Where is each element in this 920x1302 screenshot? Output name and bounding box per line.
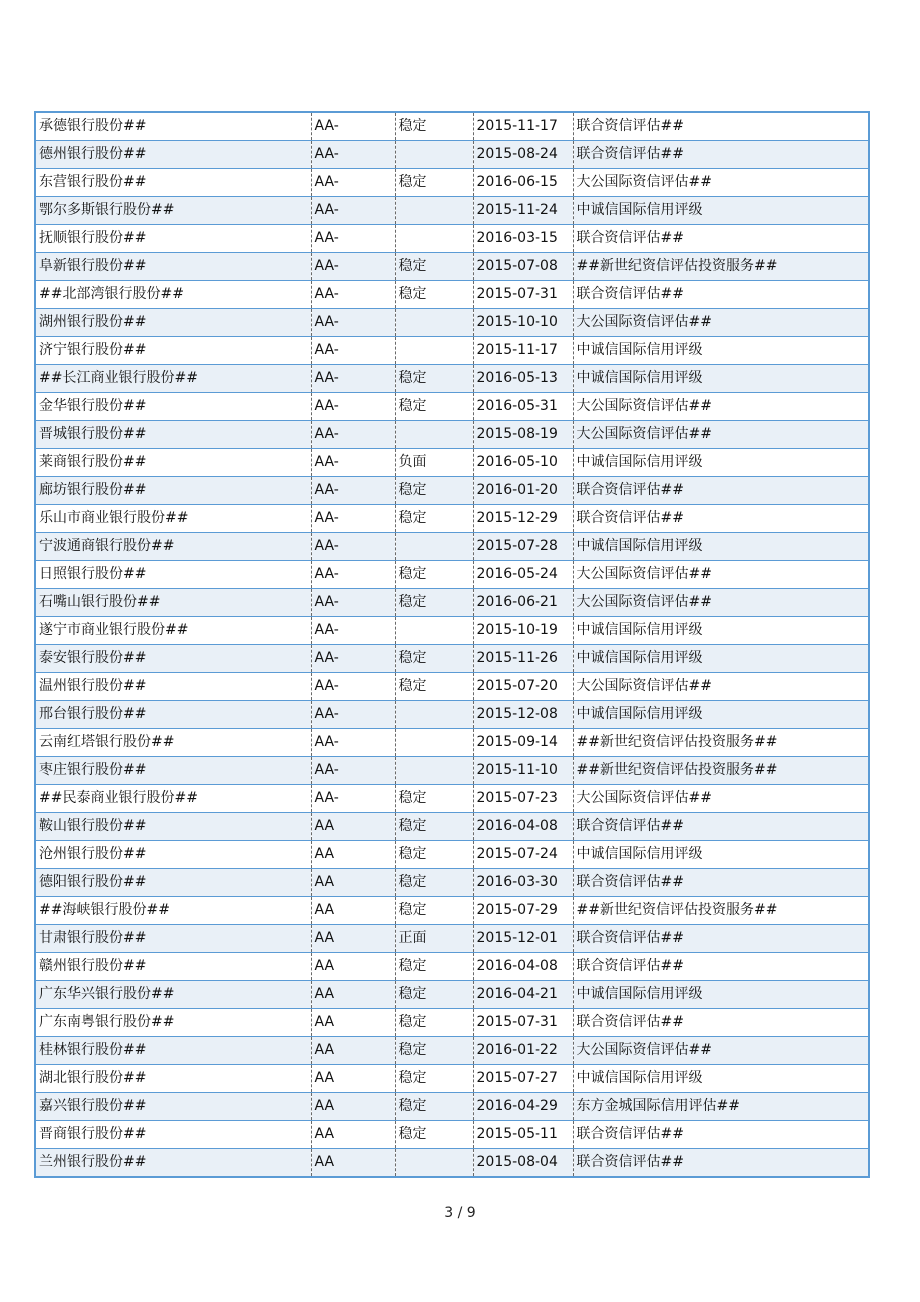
agency-cell: 中诚信国际信用评级 [573,841,869,869]
table-row [35,1121,869,1149]
date-cell: 2015-08-24 [473,141,573,169]
bank-name-cell: 邢台银行股份## [35,701,311,729]
date-cell: 2015-07-28 [473,533,573,561]
agency-cell: 中诚信国际信用评级 [573,533,869,561]
bank-name-cell: 泰安银行股份## [35,645,311,673]
ratings-table-body [35,112,869,1177]
bank-name-cell: ##北部湾银行股份## [35,281,311,309]
rating-cell: AA- [311,505,395,533]
outlook-cell: 稳定 [395,477,473,505]
agency-cell: 中诚信国际信用评级 [573,701,869,729]
agency-cell: 联合资信评估## [573,869,869,897]
agency-cell: 联合资信评估## [573,505,869,533]
agency-cell: 联合资信评估## [573,1009,869,1037]
date-cell: 2015-11-17 [473,337,573,365]
agency-cell: ##新世纪资信评估投资服务## [573,757,869,785]
date-cell: 2015-11-10 [473,757,573,785]
table-row [35,1149,869,1178]
rating-cell: AA- [311,617,395,645]
bank-name-cell: 抚顺银行股份## [35,225,311,253]
table-row [35,785,869,813]
bank-name-cell: 嘉兴银行股份## [35,1093,311,1121]
outlook-cell [395,141,473,169]
agency-cell: ##新世纪资信评估投资服务## [573,897,869,925]
table-row [35,421,869,449]
bank-name-cell: 桂林银行股份## [35,1037,311,1065]
table-row [35,197,869,225]
rating-cell: AA- [311,225,395,253]
date-cell: 2016-01-22 [473,1037,573,1065]
rating-cell: AA [311,1009,395,1037]
bank-name-cell: 阜新银行股份## [35,253,311,281]
table-row [35,617,869,645]
agency-cell: ##新世纪资信评估投资服务## [573,729,869,757]
outlook-cell: 稳定 [395,785,473,813]
outlook-cell: 稳定 [395,841,473,869]
bank-name-cell: 沧州银行股份## [35,841,311,869]
bank-name-cell: 湖州银行股份## [35,309,311,337]
table-row [35,981,869,1009]
agency-cell: 大公国际资信评估## [573,421,869,449]
date-cell: 2016-03-30 [473,869,573,897]
rating-cell: AA- [311,197,395,225]
date-cell: 2016-06-21 [473,589,573,617]
date-cell: 2016-04-29 [473,1093,573,1121]
bank-name-cell: ##长江商业银行股份## [35,365,311,393]
rating-cell: AA- [311,701,395,729]
rating-cell: AA [311,1149,395,1178]
date-cell: 2015-08-04 [473,1149,573,1178]
rating-cell: AA- [311,757,395,785]
agency-cell: 中诚信国际信用评级 [573,645,869,673]
date-cell: 2016-01-20 [473,477,573,505]
outlook-cell: 稳定 [395,561,473,589]
date-cell: 2016-05-10 [473,449,573,477]
agency-cell: 中诚信国际信用评级 [573,449,869,477]
bank-name-cell: 廊坊银行股份## [35,477,311,505]
bank-name-cell: 晋城银行股份## [35,421,311,449]
date-cell: 2015-09-14 [473,729,573,757]
rating-cell: AA- [311,729,395,757]
outlook-cell: 稳定 [395,112,473,141]
agency-cell: 联合资信评估## [573,477,869,505]
outlook-cell [395,1149,473,1178]
rating-cell: AA [311,813,395,841]
bank-name-cell: 乐山市商业银行股份## [35,505,311,533]
date-cell: 2016-05-13 [473,365,573,393]
agency-cell: 联合资信评估## [573,953,869,981]
bank-name-cell: 云南红塔银行股份## [35,729,311,757]
rating-cell: AA- [311,589,395,617]
bank-ratings-table [34,111,870,1178]
rating-cell: AA- [311,477,395,505]
outlook-cell [395,421,473,449]
table-row [35,841,869,869]
table-row [35,645,869,673]
bank-name-cell: 广东南粤银行股份## [35,1009,311,1037]
agency-cell: 大公国际资信评估## [573,169,869,197]
rating-cell: AA- [311,337,395,365]
table-row [35,393,869,421]
bank-name-cell: 承德银行股份## [35,112,311,141]
date-cell: 2015-07-23 [473,785,573,813]
agency-cell: ##新世纪资信评估投资服务## [573,253,869,281]
outlook-cell: 稳定 [395,1121,473,1149]
date-cell: 2016-04-08 [473,953,573,981]
agency-cell: 大公国际资信评估## [573,673,869,701]
date-cell: 2016-05-24 [473,561,573,589]
table-row [35,813,869,841]
rating-cell: AA- [311,281,395,309]
outlook-cell: 稳定 [395,281,473,309]
outlook-cell: 稳定 [395,169,473,197]
bank-name-cell: 鄂尔多斯银行股份## [35,197,311,225]
outlook-cell [395,617,473,645]
agency-cell: 中诚信国际信用评级 [573,337,869,365]
table-row [35,309,869,337]
outlook-cell [395,337,473,365]
outlook-cell: 稳定 [395,1093,473,1121]
date-cell: 2015-11-17 [473,112,573,141]
table-row [35,365,869,393]
rating-cell: AA [311,925,395,953]
date-cell: 2015-07-24 [473,841,573,869]
date-cell: 2015-07-20 [473,673,573,701]
table-row [35,169,869,197]
table-row [35,477,869,505]
rating-cell: AA- [311,169,395,197]
agency-cell: 联合资信评估## [573,225,869,253]
outlook-cell [395,729,473,757]
table-row [35,281,869,309]
date-cell: 2016-03-15 [473,225,573,253]
outlook-cell: 稳定 [395,505,473,533]
date-cell: 2016-05-31 [473,393,573,421]
bank-name-cell: 德州银行股份## [35,141,311,169]
rating-cell: AA [311,1093,395,1121]
outlook-cell: 稳定 [395,253,473,281]
table-row [35,925,869,953]
bank-name-cell: 湖北银行股份## [35,1065,311,1093]
outlook-cell: 稳定 [395,869,473,897]
rating-cell: AA- [311,393,395,421]
bank-name-cell: 遂宁市商业银行股份## [35,617,311,645]
bank-name-cell: 兰州银行股份## [35,1149,311,1178]
rating-cell: AA [311,953,395,981]
agency-cell: 联合资信评估## [573,281,869,309]
rating-cell: AA- [311,449,395,477]
date-cell: 2015-12-29 [473,505,573,533]
agency-cell: 联合资信评估## [573,141,869,169]
outlook-cell: 稳定 [395,645,473,673]
rating-cell: AA [311,1065,395,1093]
outlook-cell: 稳定 [395,673,473,701]
bank-name-cell: 广东华兴银行股份## [35,981,311,1009]
agency-cell: 大公国际资信评估## [573,589,869,617]
rating-cell: AA- [311,253,395,281]
rating-cell: AA- [311,309,395,337]
agency-cell: 大公国际资信评估## [573,785,869,813]
bank-name-cell: 温州银行股份## [35,673,311,701]
bank-name-cell: 金华银行股份## [35,393,311,421]
table-row [35,1037,869,1065]
table-row [35,869,869,897]
outlook-cell: 正面 [395,925,473,953]
bank-name-cell: 济宁银行股份## [35,337,311,365]
outlook-cell [395,225,473,253]
table-row [35,729,869,757]
outlook-cell: 稳定 [395,589,473,617]
table-row [35,701,869,729]
date-cell: 2016-04-08 [473,813,573,841]
table-row [35,561,869,589]
agency-cell: 大公国际资信评估## [573,561,869,589]
agency-cell: 大公国际资信评估## [573,393,869,421]
agency-cell: 中诚信国际信用评级 [573,981,869,1009]
agency-cell: 大公国际资信评估## [573,309,869,337]
outlook-cell: 稳定 [395,897,473,925]
table-row [35,1093,869,1121]
page-number: 3 / 9 [444,1205,476,1221]
bank-name-cell: ##民泰商业银行股份## [35,785,311,813]
rating-cell: AA [311,841,395,869]
table-row [35,953,869,981]
date-cell: 2015-11-24 [473,197,573,225]
bank-name-cell: 东营银行股份## [35,169,311,197]
rating-cell: AA- [311,561,395,589]
outlook-cell: 稳定 [395,1065,473,1093]
rating-cell: AA [311,1037,395,1065]
date-cell: 2016-04-21 [473,981,573,1009]
table-row [35,112,869,141]
date-cell: 2015-12-01 [473,925,573,953]
table-row [35,225,869,253]
date-cell: 2015-08-19 [473,421,573,449]
outlook-cell: 稳定 [395,953,473,981]
bank-name-cell: 赣州银行股份## [35,953,311,981]
rating-cell: AA- [311,141,395,169]
outlook-cell [395,309,473,337]
table-row [35,505,869,533]
rating-cell: AA- [311,533,395,561]
table-row [35,673,869,701]
date-cell: 2015-10-19 [473,617,573,645]
date-cell: 2015-11-26 [473,645,573,673]
agency-cell: 联合资信评估## [573,112,869,141]
table-row [35,141,869,169]
bank-name-cell: 枣庄银行股份## [35,757,311,785]
outlook-cell [395,533,473,561]
date-cell: 2015-07-08 [473,253,573,281]
bank-name-cell: ##海峡银行股份## [35,897,311,925]
outlook-cell: 负面 [395,449,473,477]
bank-name-cell: 德阳银行股份## [35,869,311,897]
agency-cell: 东方金城国际信用评估## [573,1093,869,1121]
outlook-cell: 稳定 [395,813,473,841]
bank-name-cell: 莱商银行股份## [35,449,311,477]
rating-cell: AA- [311,365,395,393]
date-cell: 2015-10-10 [473,309,573,337]
bank-name-cell: 鞍山银行股份## [35,813,311,841]
table-row [35,449,869,477]
rating-cell: AA- [311,673,395,701]
table-row [35,533,869,561]
date-cell: 2016-06-15 [473,169,573,197]
table-row [35,589,869,617]
agency-cell: 中诚信国际信用评级 [573,197,869,225]
date-cell: 2015-07-27 [473,1065,573,1093]
outlook-cell [395,701,473,729]
rating-cell: AA [311,1121,395,1149]
outlook-cell [395,757,473,785]
table-row [35,757,869,785]
table-row [35,897,869,925]
rating-cell: AA- [311,112,395,141]
outlook-cell: 稳定 [395,981,473,1009]
rating-cell: AA [311,869,395,897]
rating-cell: AA- [311,645,395,673]
date-cell: 2015-05-11 [473,1121,573,1149]
agency-cell: 联合资信评估## [573,813,869,841]
rating-cell: AA [311,897,395,925]
bank-name-cell: 宁波通商银行股份## [35,533,311,561]
agency-cell: 大公国际资信评估## [573,1037,869,1065]
agency-cell: 中诚信国际信用评级 [573,365,869,393]
date-cell: 2015-07-31 [473,281,573,309]
table-row [35,337,869,365]
table-row [35,1009,869,1037]
bank-name-cell: 甘肃银行股份## [35,925,311,953]
outlook-cell: 稳定 [395,365,473,393]
bank-name-cell: 晋商银行股份## [35,1121,311,1149]
agency-cell: 联合资信评估## [573,925,869,953]
outlook-cell: 稳定 [395,393,473,421]
table-row [35,253,869,281]
outlook-cell [395,197,473,225]
outlook-cell: 稳定 [395,1009,473,1037]
agency-cell: 中诚信国际信用评级 [573,617,869,645]
rating-cell: AA [311,981,395,1009]
table-row [35,1065,869,1093]
outlook-cell: 稳定 [395,1037,473,1065]
agency-cell: 联合资信评估## [573,1149,869,1178]
agency-cell: 联合资信评估## [573,1121,869,1149]
bank-name-cell: 石嘴山银行股份## [35,589,311,617]
agency-cell: 中诚信国际信用评级 [573,1065,869,1093]
date-cell: 2015-12-08 [473,701,573,729]
bank-name-cell: 日照银行股份## [35,561,311,589]
rating-cell: AA- [311,421,395,449]
date-cell: 2015-07-31 [473,1009,573,1037]
rating-cell: AA- [311,785,395,813]
date-cell: 2015-07-29 [473,897,573,925]
